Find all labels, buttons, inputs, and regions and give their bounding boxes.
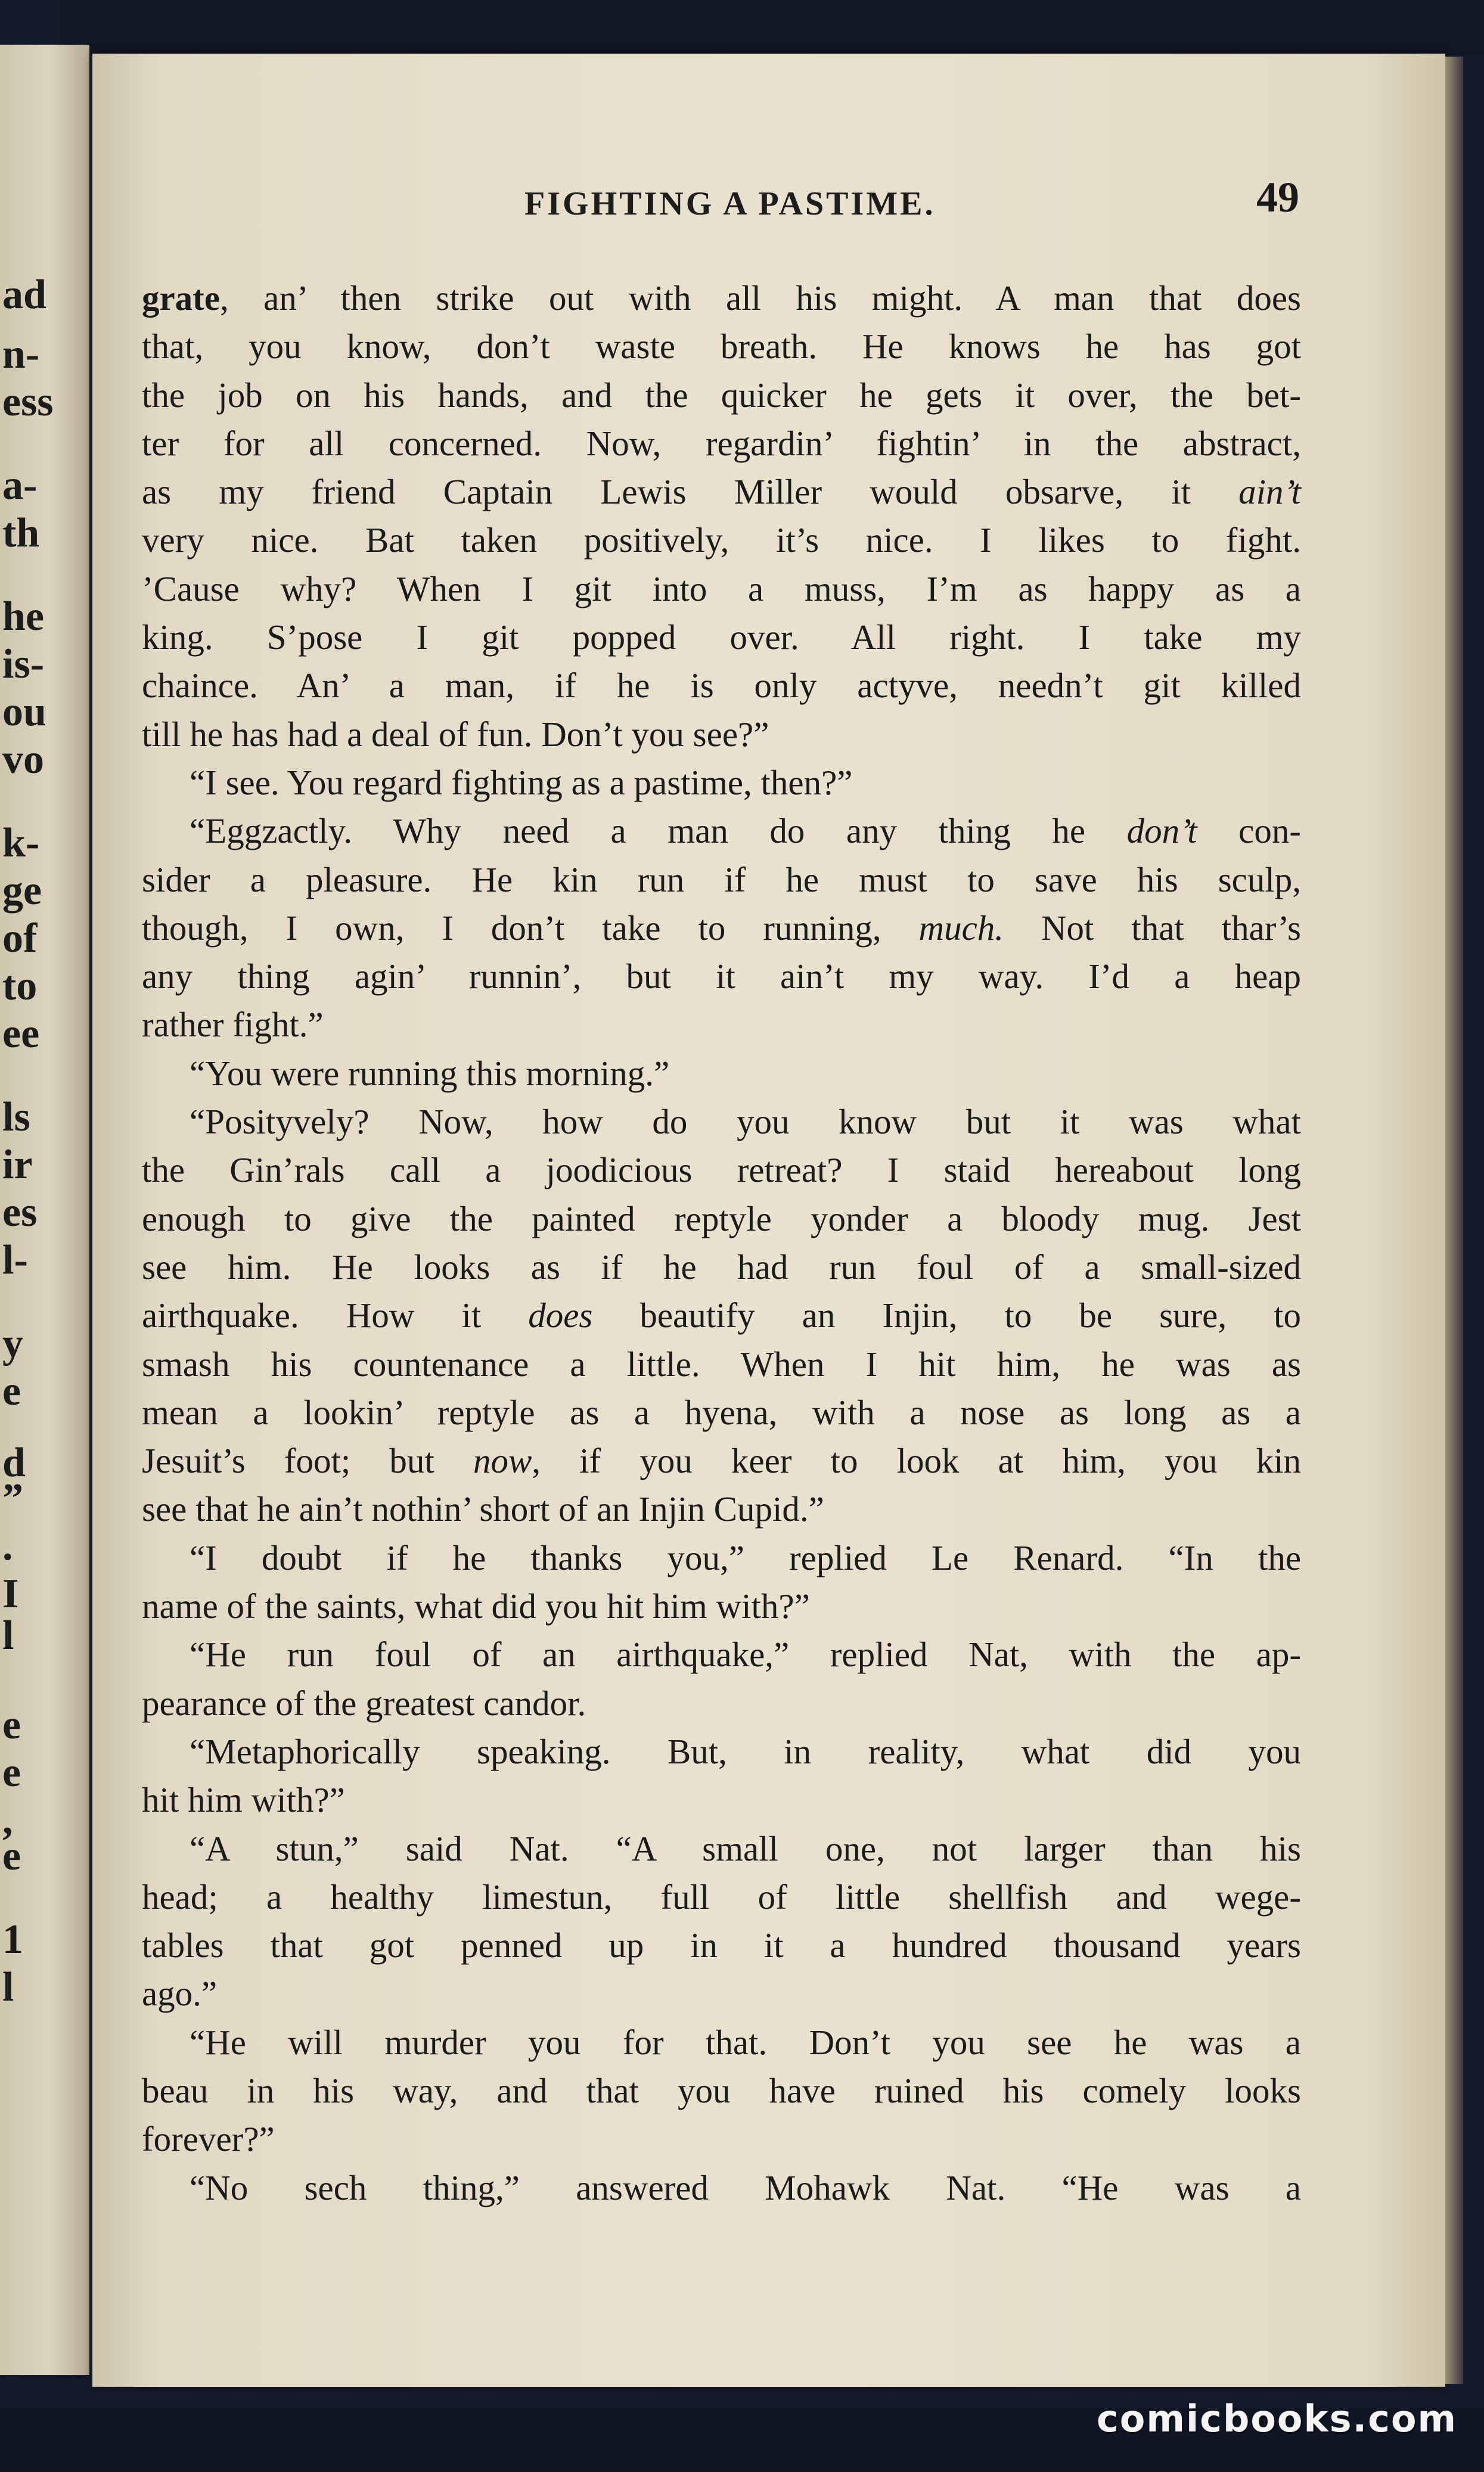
previous-page-fragment: I xyxy=(2,1571,19,1617)
previous-page-fragment: . xyxy=(2,1523,13,1569)
text-line xyxy=(142,565,1301,613)
text-segment: mean a lookin’ reptyle as a hyena, with a nose as long as a xyxy=(142,1392,1301,1432)
text-segment: very nice. Bat taken positively, it’s nice. I likes to fight. xyxy=(142,520,1301,560)
text-segment: , an’ then strike out with all his might. A man that does xyxy=(220,278,1301,318)
previous-page-fragment: l- xyxy=(2,1237,28,1283)
previous-page-fragment: ir xyxy=(2,1142,33,1188)
previous-page-fragment: e xyxy=(2,1750,21,1796)
previous-page-fragment: ge xyxy=(2,868,42,914)
text-line xyxy=(142,807,1301,855)
text-segment: ago.” xyxy=(142,1974,218,2014)
text-line xyxy=(142,1291,1301,1340)
text-segment: though, I own, I don’t take to running, xyxy=(142,908,919,948)
text-segment: king. S’pose I git popped over. All right. I take my xyxy=(142,617,1301,657)
previous-page-fragment: n- xyxy=(2,331,40,377)
text-segment: any thing agin’ runnin’, but it ain’t my way. I’d a heap xyxy=(142,956,1301,996)
text-line xyxy=(142,322,1301,371)
previous-page-fragment: th xyxy=(2,510,40,556)
text-segment: “He will murder you for that. Don’t you see he was a xyxy=(190,2022,1301,2062)
text-line xyxy=(142,468,1301,516)
text-line xyxy=(142,759,1301,807)
text-segment: pearance of the greatest candor. xyxy=(142,1683,586,1723)
text-segment: the job on his hands, and the quicker he gets it over, the bet- xyxy=(142,375,1301,415)
text-line xyxy=(142,1728,1301,1776)
text-segment: sider a pleasure. He kin run if he must to save his sculp, xyxy=(142,859,1301,899)
previous-page-fragment: e xyxy=(2,1833,21,1879)
text-line xyxy=(142,516,1301,564)
text-line xyxy=(142,1340,1301,1389)
text-segment: “He run foul of an airthquake,” replied Nat, with the ap- xyxy=(190,1635,1301,1675)
previous-page-fragment: ls xyxy=(2,1094,30,1140)
text-segment: , if you keer to look at him, you kin xyxy=(532,1441,1301,1481)
text-segment: beau in his way, and that you have ruined his comely looks xyxy=(142,2070,1301,2110)
text-line xyxy=(142,1582,1301,1631)
page-number: 49 xyxy=(1256,173,1299,221)
previous-page-fragment: he xyxy=(2,594,44,639)
text-line xyxy=(142,1389,1301,1437)
previous-page-fragment: ad xyxy=(2,272,46,318)
previous-page-fragment: e xyxy=(2,1702,21,1748)
text-line xyxy=(142,1437,1301,1485)
text-segment: as my friend Captain Lewis Miller would obsarve, it xyxy=(142,472,1239,512)
text-line xyxy=(142,1534,1301,1582)
text-line xyxy=(142,1485,1301,1533)
text-segment: beautify an Injin, to be sure, to xyxy=(592,1296,1301,1336)
bold-word: grate xyxy=(142,278,221,318)
text-segment: “I see. You regard fighting as a pastime, then?” xyxy=(190,762,853,802)
text-segment: head; a healthy limestun, full of little shellfish and wege- xyxy=(142,1877,1301,1917)
page-header xyxy=(0,125,1412,222)
previous-page-fragment: d xyxy=(2,1440,26,1486)
text-line xyxy=(142,1098,1301,1146)
text-segment: name of the saints, what did you hit him with?” xyxy=(142,1586,810,1626)
text-segment: “I doubt if he thanks you,” replied Le Renard. “In the xyxy=(190,1538,1301,1577)
text-line xyxy=(142,1776,1301,1824)
text-segment: tables that got penned up in it a hundred thousand years xyxy=(142,1926,1301,1965)
text-segment: “No sech thing,” answered Mohawk Nat. “He was a xyxy=(190,2167,1301,2207)
text-segment: ’Cause why? When I git into a muss, I’m as happy as a xyxy=(142,569,1301,608)
text-segment: smash his countenance a little. When I hit him, he was as xyxy=(142,1344,1301,1384)
previous-page-fragment: to xyxy=(2,963,38,1009)
previous-page-fragment: y xyxy=(2,1321,23,1367)
previous-page-fragment: e xyxy=(2,1368,21,1414)
body-text xyxy=(142,274,1301,2212)
text-segment: see him. He looks as if he had run foul of a small-sized xyxy=(142,1247,1301,1287)
text-line xyxy=(142,2018,1301,2067)
text-line xyxy=(142,1631,1301,1679)
italic-word: now xyxy=(473,1441,532,1481)
italic-word: ain’t xyxy=(1238,472,1301,512)
previous-page-fragment: , xyxy=(2,1797,13,1843)
text-line xyxy=(142,952,1301,1001)
running-head: FIGHTING A PASTIME. xyxy=(524,185,936,222)
text-line xyxy=(142,1146,1301,1194)
previous-page-fragment: ou xyxy=(2,689,46,735)
text-line xyxy=(142,1921,1301,1970)
previous-page-edge xyxy=(0,45,89,2375)
italic-word: don’t xyxy=(1126,811,1197,851)
previous-page-fragment: l xyxy=(2,1613,14,1659)
previous-page-fragment: ess xyxy=(2,379,54,425)
previous-page-fragment: k- xyxy=(2,820,40,866)
previous-page-fragment: of xyxy=(2,915,38,961)
text-segment: hit him with?” xyxy=(142,1780,345,1820)
text-segment: rather fight.” xyxy=(142,1005,324,1045)
previous-page-fragment: ” xyxy=(2,1476,23,1521)
text-segment: see that he ain’t nothin’ short of an Injin Cupid.” xyxy=(142,1489,824,1529)
text-segment: airthquake. How it xyxy=(142,1296,529,1336)
text-segment: till he has had a deal of fun. Don’t you see?” xyxy=(142,714,769,754)
text-line xyxy=(142,274,1301,322)
italic-word: does xyxy=(528,1296,593,1336)
text-line xyxy=(142,1195,1301,1243)
text-segment: Not that thar’s xyxy=(1004,908,1301,948)
text-line xyxy=(142,662,1301,710)
text-line xyxy=(142,2164,1301,2212)
text-line xyxy=(142,1001,1301,1049)
previous-page-fragment: a- xyxy=(2,462,38,508)
previous-page-fragment: ee xyxy=(2,1011,40,1057)
text-line xyxy=(142,1049,1301,1098)
site-watermark: comicbooks.com xyxy=(1097,2397,1458,2440)
text-segment: that, you know, don’t waste breath. He knows he has got xyxy=(142,327,1301,367)
text-segment: con- xyxy=(1197,811,1301,851)
previous-page-fragment: l xyxy=(2,1964,14,2010)
text-segment: Jesuit’s foot; but xyxy=(142,1441,473,1481)
previous-page-fragment: es xyxy=(2,1190,38,1235)
italic-word: much. xyxy=(918,908,1004,948)
text-segment: “Posityvely? Now, how do you know but it was what xyxy=(190,1102,1301,1142)
text-line xyxy=(142,1679,1301,1728)
text-line xyxy=(142,856,1301,904)
text-segment: “You were running this morning.” xyxy=(190,1053,670,1093)
text-segment: enough to give the painted reptyle yonder a bloody mug. Jest xyxy=(142,1198,1301,1238)
text-segment: “A stun,” said Nat. “A small one, not larger than his xyxy=(190,1828,1301,1868)
text-line xyxy=(142,1825,1301,1873)
text-segment: forever?” xyxy=(142,2119,275,2159)
text-segment: the Gin’rals call a joodicious retreat? I staid hereabout long xyxy=(142,1150,1301,1190)
text-line xyxy=(142,2067,1301,2115)
previous-page-fragment: 1 xyxy=(2,1917,23,1962)
text-segment: “Metaphorically speaking. But, in reality, what did you xyxy=(190,1731,1301,1771)
text-line xyxy=(142,904,1301,952)
text-line xyxy=(142,420,1301,468)
book-spine-shadow xyxy=(1445,57,1463,2384)
text-line xyxy=(142,1873,1301,1921)
text-segment: chaince. An’ a man, if he is only actyve, needn’t git killed xyxy=(142,666,1301,706)
text-line xyxy=(142,1243,1301,1291)
text-line xyxy=(142,2115,1301,2163)
text-line xyxy=(142,710,1301,759)
text-line xyxy=(142,613,1301,662)
text-line xyxy=(142,371,1301,420)
text-segment: ter for all concerned. Now, regardin’ fightin’ in the abstract, xyxy=(142,423,1301,463)
previous-page-fragment: vo xyxy=(2,737,44,782)
text-line xyxy=(142,1970,1301,2018)
scan-top-background xyxy=(0,0,1484,55)
text-segment: “Eggzactly. Why need a man do any thing he xyxy=(190,811,1127,851)
previous-page-fragment: is- xyxy=(2,641,44,687)
